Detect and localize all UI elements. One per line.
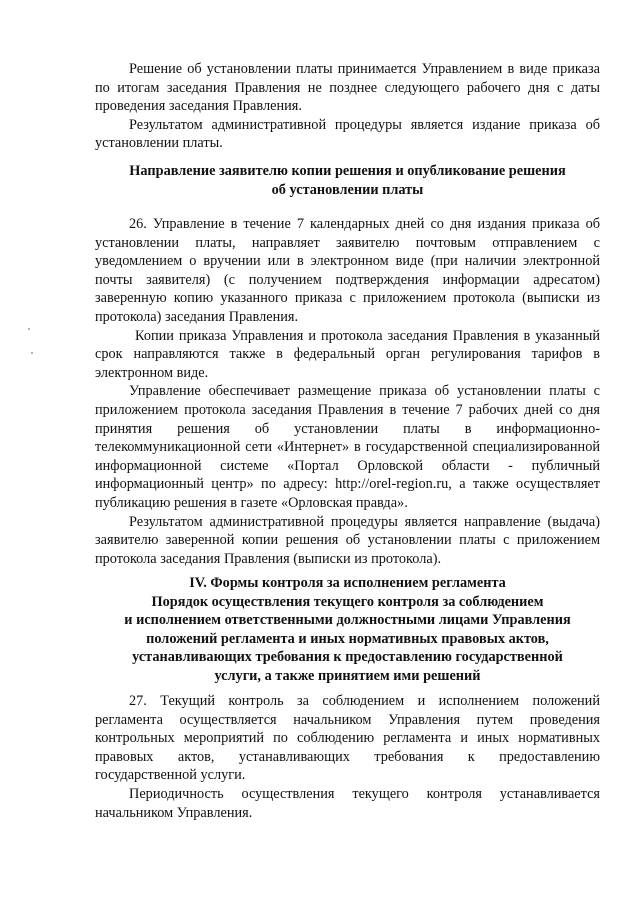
heading-line: и исполнением ответственными должностными лицами Управления bbox=[124, 612, 571, 629]
heading-line: положений регламента и иных нормативных правовых актов, bbox=[146, 630, 549, 647]
heading-line: устанавливающих требования к предоставлению государственной bbox=[132, 649, 563, 666]
heading-line: Направление заявителю копии решения и опубликование решения bbox=[129, 163, 566, 179]
paragraph-item-27: 27. Текущий контроль за соблюдением и исполнением положений регламента осуществляется начальником Управления путем проведения контрольных мероприятий по соблюдению регламента и иных нормативных правовых актов, устанавливающих требования к предоставлению государственной услуги. bbox=[95, 693, 600, 784]
section-heading-sending-copy bbox=[95, 162, 600, 199]
heading-line: Порядок осуществления текущего контроля за соблюдением bbox=[151, 593, 544, 610]
heading-line: об установлении платы bbox=[271, 181, 424, 198]
paragraph-procedure-result-delivery: Результатом административной процедуры является направление (выдача) заявителю заверенной копии решения об установлении платы с приложением протокола заседания Правления (выписки из протокола). bbox=[95, 513, 600, 567]
paragraph-item-26: 26. Управление в течение 7 календарных дней со дня издания приказа об установлении платы, направляет заявителю почтовым отправлением с уведомлением о вручении или в электронном виде (при наличии электронной почты заявителя) (с получением подтверждения информации адресатом) заверенную копию указанного приказа с приложением протокола (выписки из протокола) заседания Правления. bbox=[95, 216, 600, 325]
scan-speck bbox=[28, 328, 30, 330]
fee-decision-section bbox=[95, 60, 600, 153]
scan-speck bbox=[31, 352, 33, 354]
heading-line: услуги, а также принятием ими решений bbox=[214, 667, 481, 684]
paragraph-control-periodicity: Периодичность осуществления текущего контроля устанавливается начальником Управления. bbox=[95, 785, 600, 821]
paragraph-copies-to-federal-body: Копии приказа Управления и протокола заседания Правления в указанный срок направляются также в федеральный орган регулирования тарифов в электронном виде. bbox=[95, 327, 600, 381]
section-heading-control-forms bbox=[95, 574, 600, 686]
current-control-section bbox=[95, 692, 600, 822]
paragraph-procedure-result-order: Результатом административной процедуры является издание приказа об установлении платы. bbox=[95, 116, 600, 152]
paragraph-fee-decision: Решение об установлении платы принимается Управлением в виде приказа по итогам заседания Правления не позднее следующего рабочего дня с даты проведения заседания Правления. bbox=[95, 61, 600, 115]
paragraph-publication: Управление обеспечивает размещение приказа об установлении платы с приложением протокола заседания Правления в течение 7 рабочих дней со дня принятия решения об установлении платы в информационно-телекоммуникационной сети «Интернет» в государственной специализированной информационной системе «Портал Орловской области - публичный информационный центр» по адресу: http://orel-region.ru, а также осуществляет публикацию решения в газете «Орловская правда». bbox=[95, 383, 600, 511]
heading-line: IV. Формы контроля за исполнением регламента bbox=[189, 575, 506, 591]
sending-copy-section bbox=[95, 215, 600, 568]
